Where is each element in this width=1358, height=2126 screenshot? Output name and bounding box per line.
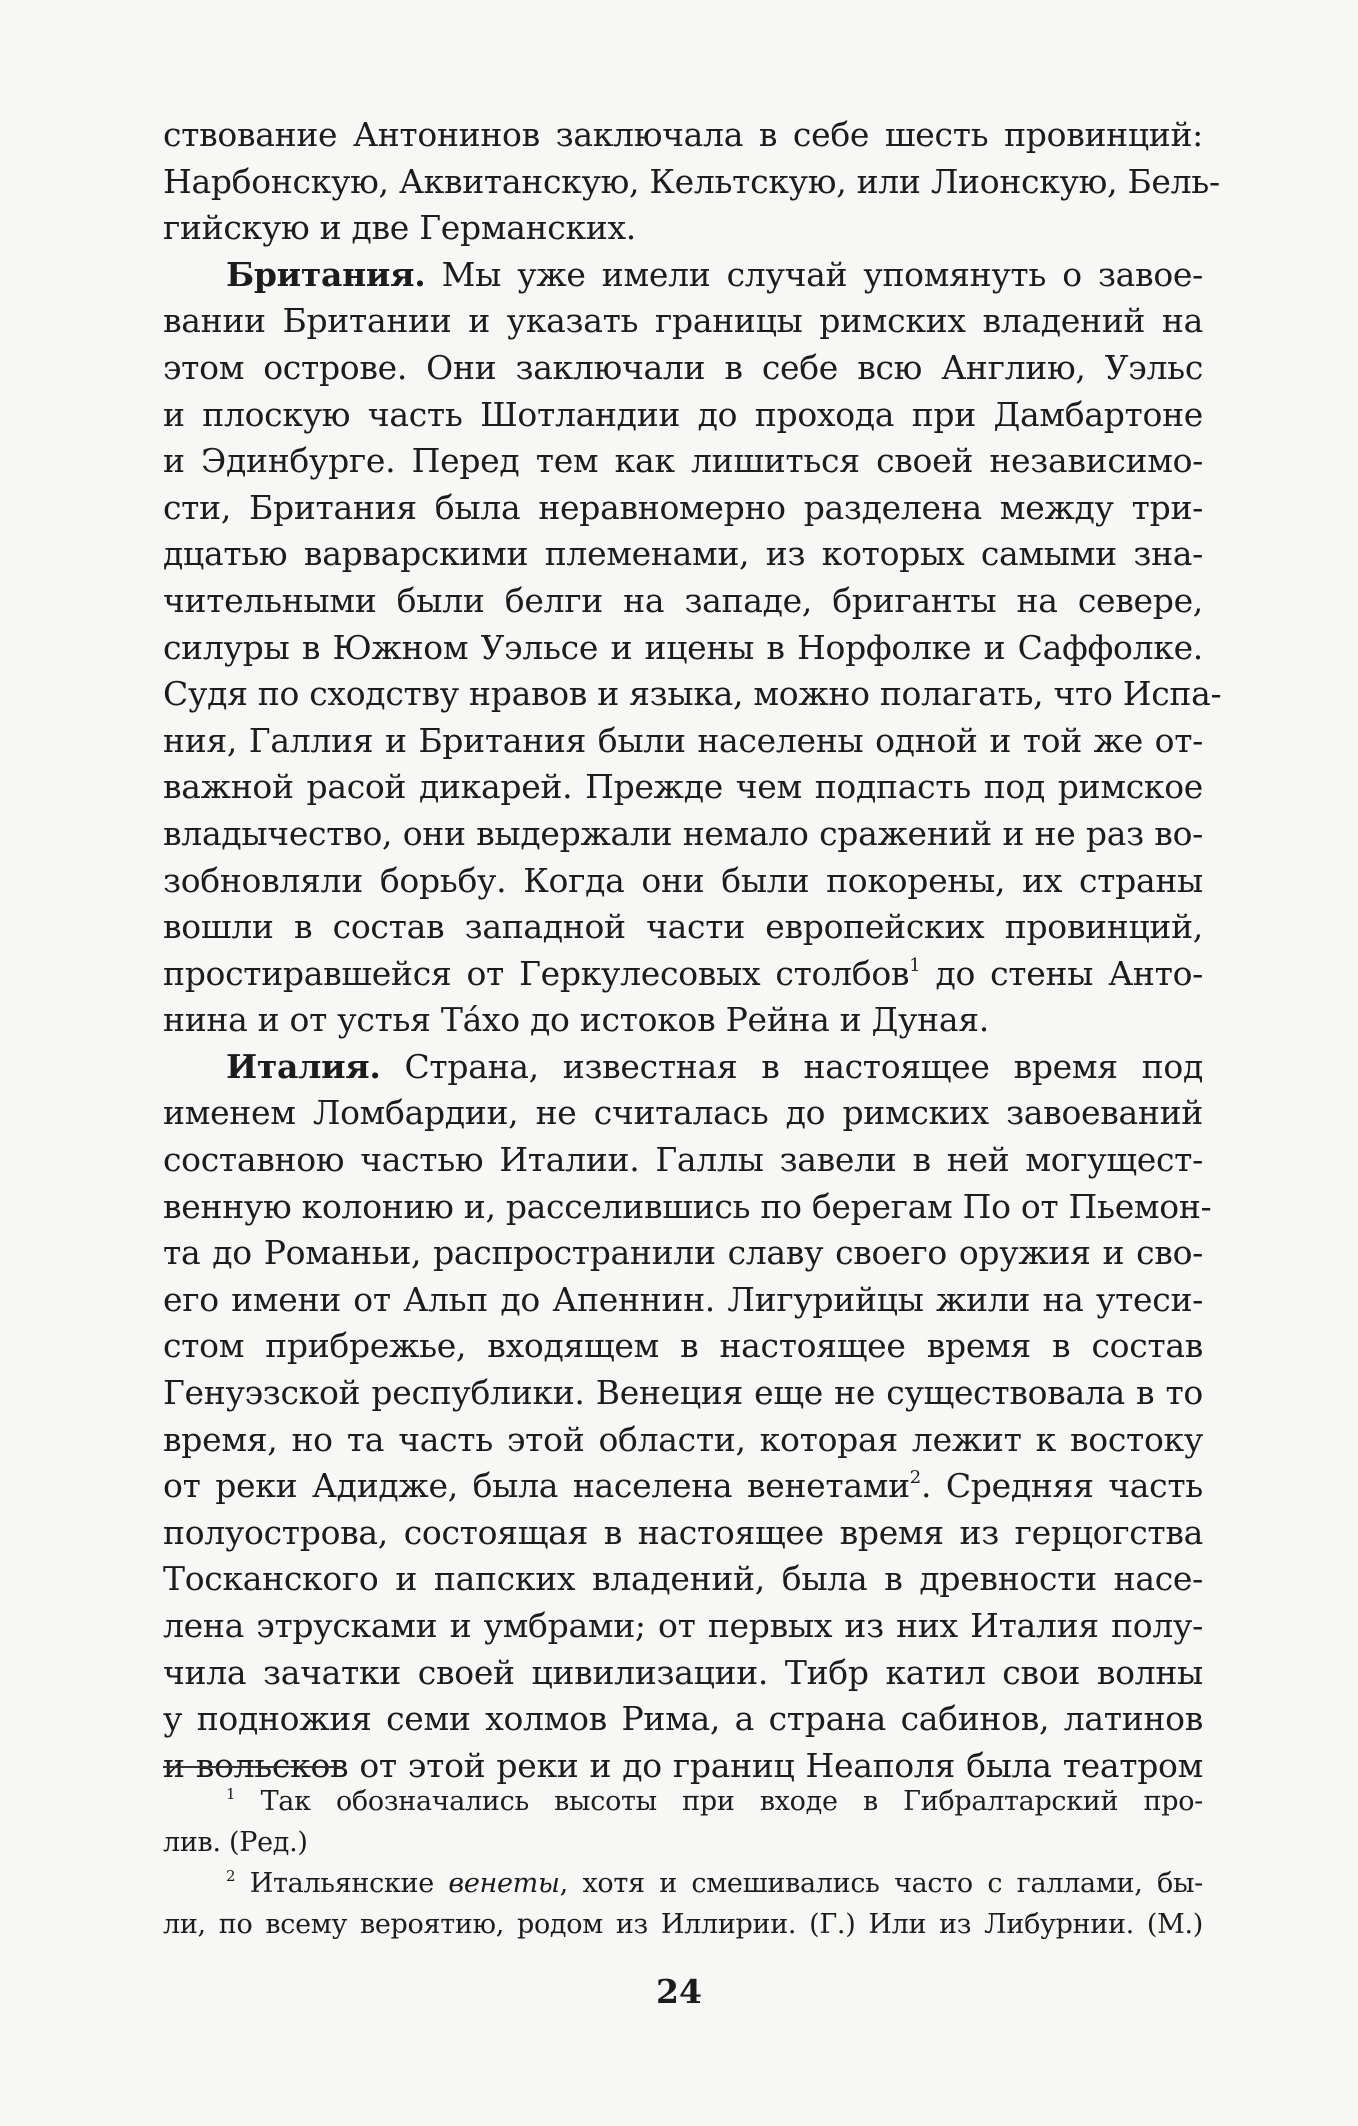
text-line: этом острове. Они заключали в себе всю Англию, Уэльс <box>163 347 1203 387</box>
britain-paragraph-start <box>163 252 1203 299</box>
text-line: чила зачатки своей цивилизации. Тибр катил свои волны <box>163 1652 1203 1692</box>
text-line: Судя по сходству нравов и языка, можно полагать, что Испа- <box>163 674 1222 714</box>
text-line: чительными были белги на западе, бриганты на севере, <box>163 580 1203 620</box>
footnote-1 <box>163 1781 1203 1822</box>
text-line: полуострова, состоящая в настоящее время из герцогства <box>163 1512 1203 1552</box>
text-fragment: Мы уже имели случай упомянуть о завое- <box>441 254 1203 294</box>
body-text <box>163 112 1222 1789</box>
footnote-2 <box>163 1863 1203 1904</box>
text-line: его имени от Альп до Апеннин. Лигурийцы жили на утеси- <box>163 1279 1203 1319</box>
text-line: время, но та часть этой области, которая лежит к востоку <box>163 1419 1203 1459</box>
text-line: гийскую и две Германских. <box>163 208 636 248</box>
text-line: именем Ломбардии, не считалась до римских завоеваний <box>163 1093 1203 1133</box>
text-line: и Эдинбурге. Перед тем как лишиться своей независимо- <box>163 441 1203 481</box>
text-line: вошли в состав западной части европейских провинций, <box>163 907 1203 947</box>
text-line: зобновляли борьбу. Когда они были покорены, их страны <box>163 860 1203 900</box>
footnote-2-label: 2 <box>226 1867 236 1885</box>
footnote-text: Так обозначались высоты при входе в Гибралтарский про- <box>260 1786 1203 1817</box>
text-line: стом прибрежье, входящем в настоящее время в состав <box>163 1326 1203 1366</box>
text-fragment: . Средняя часть <box>920 1466 1203 1506</box>
text-fragment: от реки Адидже, была населена венетами <box>163 1466 910 1506</box>
text-line: владычество, они выдержали немало сражений и не раз во- <box>163 813 1203 853</box>
italy-paragraph-start <box>163 1044 1203 1091</box>
text-line: вании Британии и указать границы римских владений на <box>163 301 1203 341</box>
footnote-emphasis: венеты <box>448 1868 560 1899</box>
text-fragment: Страна, известная в настоящее время под <box>404 1046 1203 1086</box>
footnote-divider <box>163 1766 340 1768</box>
text-line: Генуэзской республики. Венеция еще не существовала в то <box>163 1373 1203 1413</box>
footnote-1-label: 1 <box>226 1785 236 1803</box>
text-line: лена этрусками и умбрами; от первых из них Италия полу- <box>163 1606 1203 1645</box>
text-line: важной расой дикарей. Прежде чем подпасть под римское <box>163 767 1203 807</box>
footnote-1-marker[interactable]: 1 <box>909 954 921 976</box>
footnote-text: , хотя и смешивались часто с галлами, бы- <box>559 1868 1203 1899</box>
britain-heading: Британия. <box>226 254 426 294</box>
text-line <box>163 951 1203 998</box>
footnote-text: Итальянские <box>249 1868 449 1899</box>
text-line: дцатью варварскими племенами, из которых самыми зна- <box>163 534 1203 574</box>
text-line: Нарбонскую, Аквитанскую, Кельтскую, или Лионскую, Бель- <box>163 161 1220 201</box>
text-line <box>163 1463 1203 1510</box>
text-line: и вольсков от этой реки и до границ Неаполя была театром <box>163 1745 1203 1785</box>
text-line: составною частью Италии. Галлы завели в ней могущест- <box>163 1140 1203 1180</box>
footnote-text: ли, по всему вероятию, родом из Иллирии. (Г.) Или из Либурнии. (М.) <box>163 1909 1203 1940</box>
text-fragment: до стены Анто- <box>920 953 1203 993</box>
text-line: ния, Галлия и Британия были населены одной и той же от- <box>163 720 1203 760</box>
footnotes <box>163 1781 1203 1945</box>
text-line: силуры в Южном Уэльсе и ицены в Норфолке и Саффолке. <box>163 627 1203 667</box>
text-line: у подножия семи холмов Рима, а страна сабинов, латинов <box>163 1699 1203 1739</box>
italy-heading: Италия. <box>226 1046 381 1086</box>
page-number: 24 <box>656 1972 702 2011</box>
text-line: Тосканского и папских владений, была в древности насе- <box>163 1559 1203 1599</box>
footnote-2-marker[interactable]: 2 <box>909 1467 921 1489</box>
text-line: ствование Антонинов заключала в себе шесть провинций: <box>163 115 1203 154</box>
text-fragment: простиравшейся от Геркулесовых столбов <box>163 953 910 993</box>
footnote-text: лив. (Ред.) <box>163 1827 308 1858</box>
text-line: та до Романьи, распространили славу своего оружия и сво- <box>163 1233 1203 1273</box>
text-line: нина и от устья Та́хо до истоков Рейна и Дуная. <box>163 1000 989 1040</box>
text-line: сти, Британия была неравномерно разделена между три- <box>163 487 1203 527</box>
text-line: венную колонию и, расселившись по берегам По от Пьемон- <box>163 1186 1212 1226</box>
text-line: и плоскую часть Шотландии до прохода при Дамбартоне <box>163 394 1203 434</box>
